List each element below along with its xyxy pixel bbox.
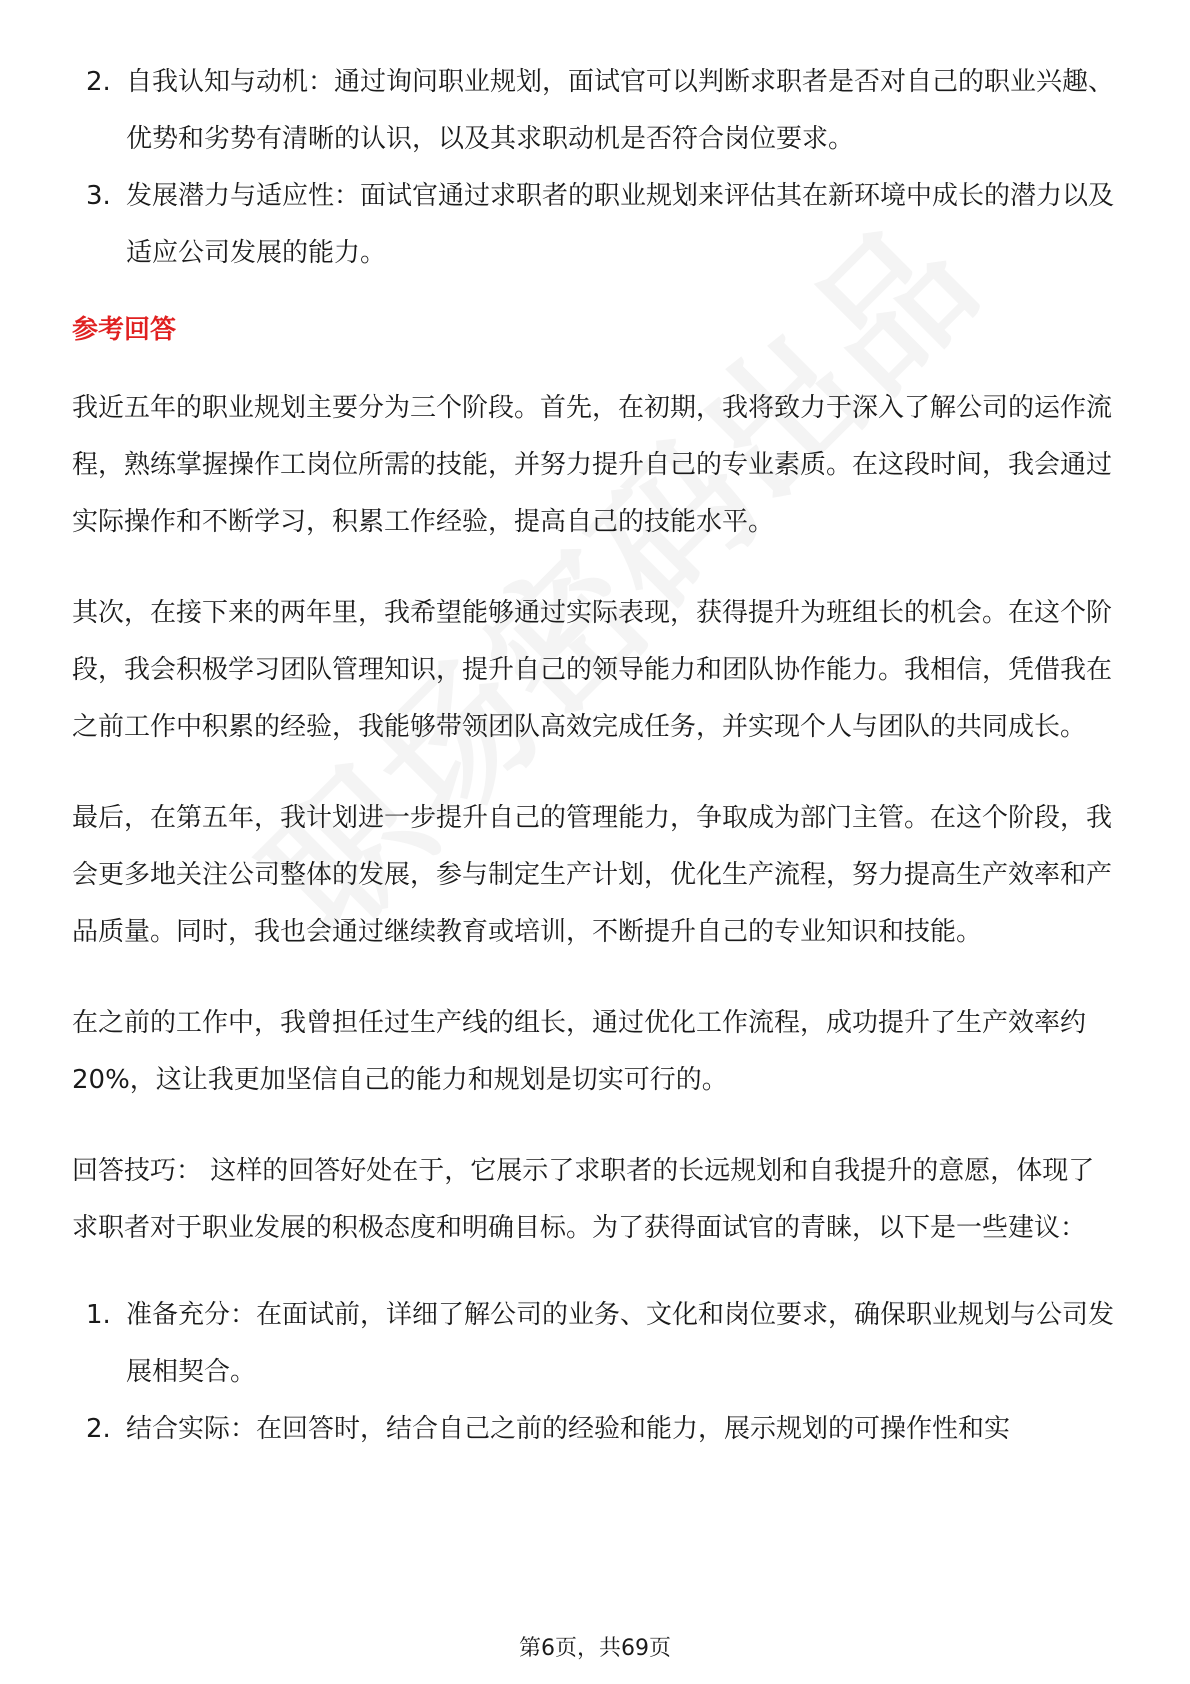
paragraph: 我近五年的职业规划主要分为三个阶段。首先，在初期，我将致力于深入了解公司的运作流程，熟练掌握操作工岗位所需的技能，并努力提升自己的专业素质。在这段时间，我会通过实际操作和不断学习，积累工作经验，提高自己的技能水平。 [72, 393, 1113, 537]
top-list [72, 54, 1118, 282]
list-text: 自我认知与动机：通过询问职业规划，面试官可以判断求职者是否对自己的职业兴趣、优势和劣势有清晰的认识，以及其求职动机是否符合岗位要求。 [126, 67, 1115, 154]
paragraph: 在之前的工作中，我曾担任过生产线的组长，通过优化工作流程，成功提升了生产效率约20%，这让我更加坚信自己的能力和规划是切实可行的。 [72, 1008, 1087, 1095]
tips-list [72, 1287, 1118, 1458]
page-footer: 第6页，共69页 [519, 1636, 671, 1661]
paragraph: 其次，在接下来的两年里，我希望能够通过实际表现，获得提升为班组长的机会。在这个阶段，我会积极学习团队管理知识，提升自己的领导能力和团队协作能力。我相信，凭借我在之前工作中积累的经验，我能够带领团队高效完成任务，并实现个人与团队的共同成长。 [72, 598, 1113, 742]
list-number: 3. [86, 181, 111, 211]
list-number: 2. [86, 67, 111, 97]
list-number: 1. [86, 1300, 111, 1330]
list-item [72, 54, 1118, 168]
list-item [72, 168, 1118, 282]
paragraph: 最后，在第五年，我计划进一步提升自己的管理能力，争取成为部门主管。在这个阶段，我会更多地关注公司整体的发展，参与制定生产计划，优化生产流程，努力提高生产效率和产品质量。同时，我也会通过继续教育或培训，不断提升自己的专业知识和技能。 [72, 803, 1113, 947]
list-number: 2. [86, 1414, 111, 1444]
reference-answer-heading: 参考回答 [72, 315, 177, 345]
list-item [72, 1287, 1118, 1401]
document-page [72, 54, 1118, 1458]
list-text: 发展潜力与适应性：面试官通过求职者的职业规划来评估其在新环境中成长的潜力以及适应公司发展的能力。 [126, 181, 1115, 268]
list-text: 结合实际：在回答时，结合自己之前的经验和能力，展示规划的可操作性和实 [126, 1414, 1011, 1444]
list-item [72, 1401, 1118, 1458]
answer-tips-paragraph: 回答技巧： 这样的回答好处在于，它展示了求职者的长远规划和自我提升的意愿，体现了求职者对于职业发展的积极态度和明确目标。为了获得面试官的青睐，以下是一些建议： [72, 1156, 1095, 1243]
list-text: 准备充分：在面试前，详细了解公司的业务、文化和岗位要求，确保职业规划与公司发展相契合。 [126, 1300, 1115, 1387]
